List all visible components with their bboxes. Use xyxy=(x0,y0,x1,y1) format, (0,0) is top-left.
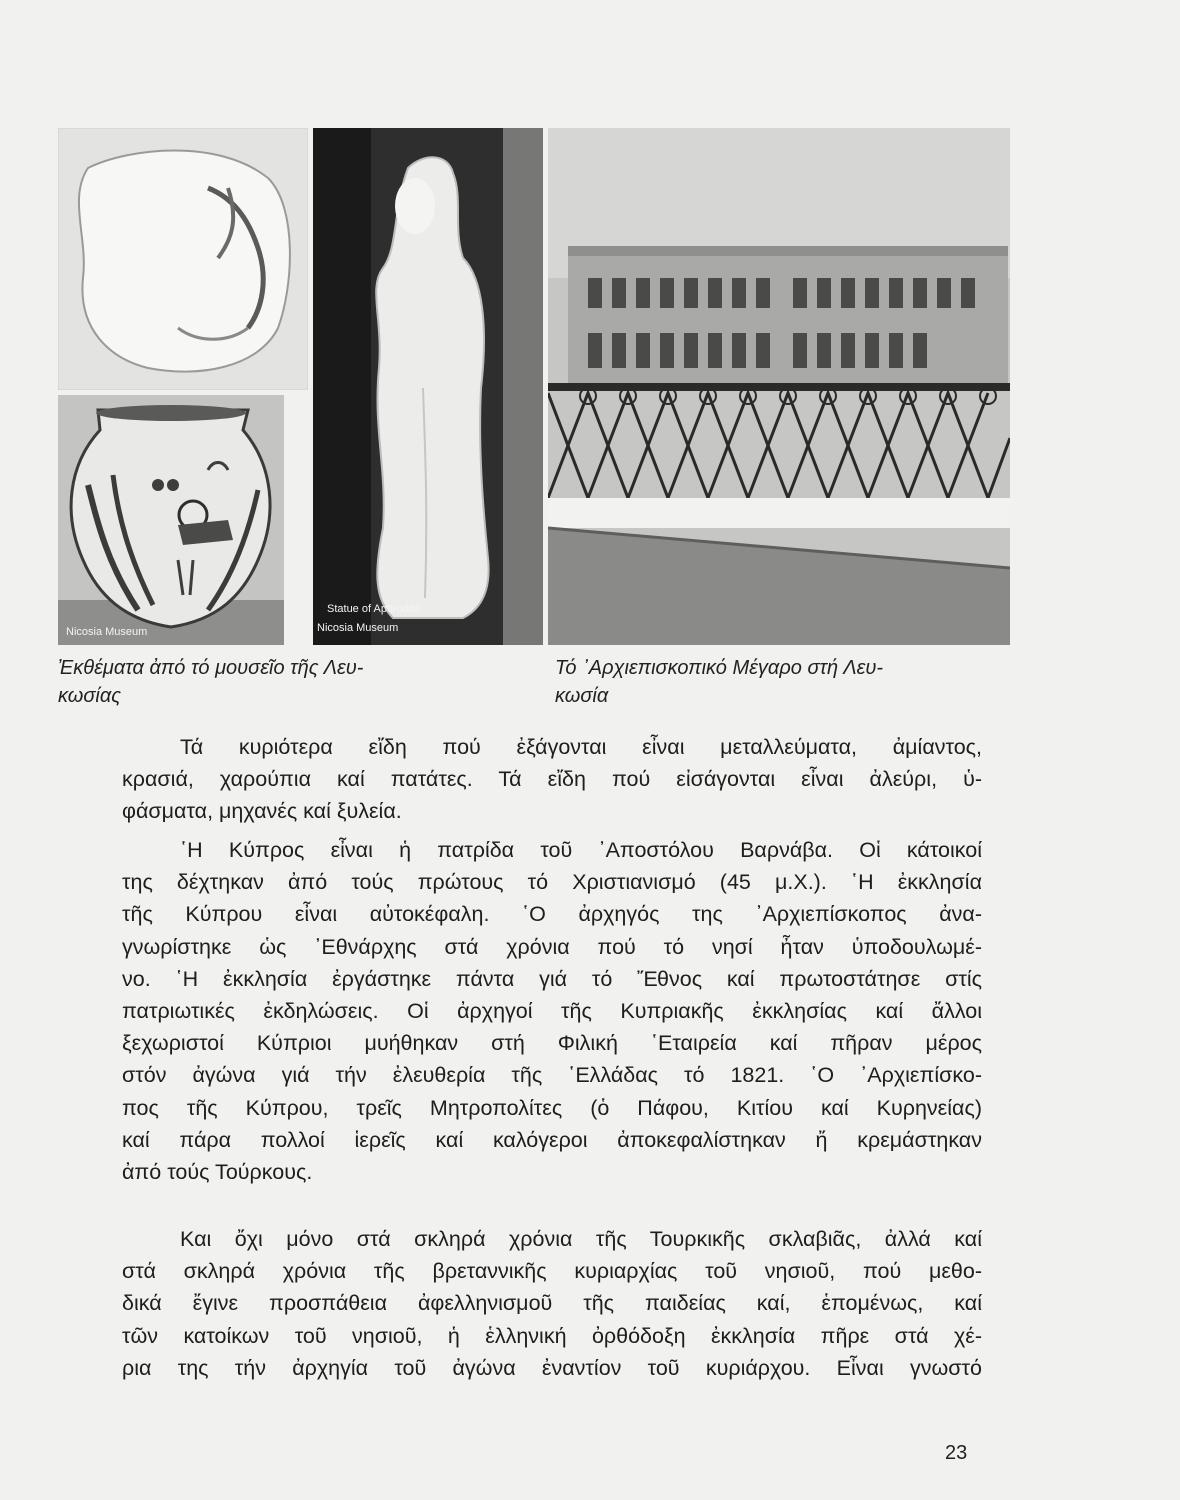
text-line: γνωρίστηκε ὡς ᾿Εθνάρχης στά χρόνια πού τό νησί ἦταν ὑποδουλωμέ- xyxy=(122,934,982,959)
sculpture-head-photo xyxy=(58,128,308,390)
caption-left-line-1: Ἐκθέματα ἀπό τό μουσεῖο τῆς Λευ- xyxy=(58,657,364,679)
text-line: της δέχτηκαν ἀπό τούς πρώτους τό Χριστιανισμό (45 μ.Χ.). ῾Η ἐκκλησία xyxy=(122,870,982,895)
text-line: δικά ἔγινε προσπάθεια ἀφελληνισμοῦ τῆς παιδείας καί, ἑπομένως, καί xyxy=(122,1291,982,1316)
text-line: πος τῆς Κύπρου, τρεῖς Μητροπολίτες (ὁ Πάφου, Κιτίου καί Κυρηνείας) xyxy=(122,1095,982,1120)
text-line: στά σκληρά χρόνια τῆς βρεταννικῆς κυριαρχίας τοῦ νησιοῦ, πού μεθο- xyxy=(122,1259,982,1284)
sculpture-head-icon xyxy=(58,128,308,390)
text-line: ἀπό τούς Τούρκους. xyxy=(122,1160,313,1185)
text-line: στόν ἀγώνα γιά τήν ἐλευθερία τῆς ῾Ελλάδας τό 1821. ῾Ο ᾿Αρχιεπίσκο- xyxy=(122,1063,982,1088)
vase-icon xyxy=(58,395,284,645)
text-line: νο. ῾Η ἐκκλησία ἐργάστηκε πάντα γιά τό Ἔθνος καί πρωτοστάτησε στίς xyxy=(122,966,982,991)
palace-icon xyxy=(548,128,1010,645)
aphrodite-statue-photo xyxy=(313,128,543,645)
caption-right-line-1: Τό ᾿Αρχιεπισκοπικό Μέγαρο στή Λευ- xyxy=(555,657,884,679)
archbishop-palace-photo xyxy=(548,128,1010,645)
caption-left-line-2: κωσίας xyxy=(58,685,121,707)
page-number: 23 xyxy=(945,1442,968,1464)
caption-archbishop-palace xyxy=(555,654,1015,710)
text-line: Και ὄχι μόνο στά σκληρά χρόνια τῆς Τουρκικῆς σκλαβιᾶς, ἀλλά καί xyxy=(180,1227,982,1251)
statue-photo-label-line2: Nicosia Museum xyxy=(317,622,399,634)
amphora-vase-photo xyxy=(58,395,284,645)
caption-museum-exhibits xyxy=(58,654,518,710)
text-line: ῾Η Κύπρος εἶναι ἡ πατρίδα τοῦ ᾿Αποστόλου Βαρνάβα. Οἱ κάτοικοί xyxy=(180,838,982,862)
statue-icon xyxy=(313,128,543,645)
text-line: φάσματα, μηχανές καί ξυλεία. xyxy=(122,799,402,824)
text-line: ρια της τήν ἀρχηγία τοῦ ἀγώνα ἐναντίον τοῦ κυριάρχου. Εἶναι γνωστό xyxy=(122,1355,982,1380)
text-line: κρασιά, χαρούπια καί πατάτες. Τά εἴδη πού εἰσάγονται εἶναι ἀλεύρι, ὑ- xyxy=(122,767,982,792)
text-line: πατριωτικές ἐκδηλώσεις. Οἱ ἀρχηγοί τῆς Κυπριακῆς ἐκκλησίας καί ἄλλοι xyxy=(122,999,982,1024)
statue-photo-label-line1: Statue of Aphrodite, xyxy=(327,603,424,615)
text-line: τῶν κατοίκων τοῦ νησιοῦ, ἡ ἑλληνική ὀρθόδοξη ἐκκλησία πῆρε στά χέ- xyxy=(122,1323,982,1348)
text-line: τῆς Κύπρου εἶναι αὐτοκέφαλη. ῾Ο ἀρχηγός της ᾿Αρχιεπίσκοπος ἀνα- xyxy=(122,902,982,927)
text-line: καί πάρα πολλοί ἱερεῖς καί καλόγεροι ἀποκεφαλίστηκαν ἤ κρεμάστηκαν xyxy=(122,1127,982,1152)
paragraph-british-rule xyxy=(122,1223,982,1384)
text-line: Τά κυριότερα εἴδη πού ἐξάγονται εἶναι μεταλλεύματα, ἀμίαντος, xyxy=(180,735,982,759)
text-line: ξεχωριστοί Κύπριοι μυήθηκαν στή Φιλική ῾Εταιρεία καί πῆραν μέρος xyxy=(122,1031,982,1056)
paragraph-church-history xyxy=(122,834,982,1188)
vase-photo-label: Nicosia Museum xyxy=(66,626,148,638)
paragraph-exports-imports xyxy=(122,731,982,828)
caption-right-line-2: κωσία xyxy=(555,685,609,707)
